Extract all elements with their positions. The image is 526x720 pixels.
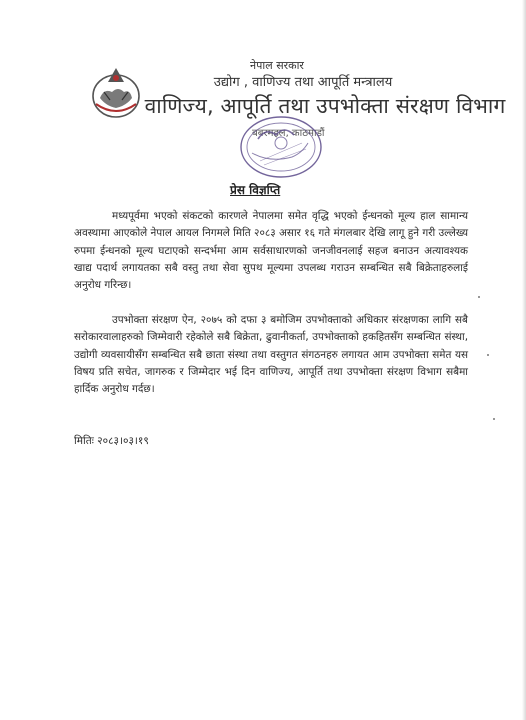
date-line: मितिः २०८३।०३।१९ xyxy=(74,435,149,447)
paragraph-1: मध्यपूर्वमा भएको संकटको कारणले नेपालमा समेत वृद्धि भएको ईन्धनको मूल्य हाल सामान्य अवस्थामा आएकोले नेपाल आयल निगमले मिति २०८३ असार १६ गते मंगलबार देखि लागू हुने गरी उल्लेख्य रुपमा ईन्धनको मूल्य घटाएको सन्दर्भमा आम सर्वसाधारणको जनजीवनलाई सहज बनाउन अत्यावश्यक खाद्य पदार्थ लगायतका सबै वस्तु तथा सेवा सुपथ मूल्यमा उपलब्ध गराउन सम्बन्धित सबै बिक्रेताहरुलाई अनुरोध गरिन्छ। xyxy=(74,210,468,292)
document-title: प्रेस विज्ञप्ति xyxy=(230,183,281,197)
header-government: नेपाल सरकार xyxy=(250,59,304,72)
official-seal-stamp xyxy=(236,113,326,181)
header-ministry: उद्योग , वाणिज्य तथा आपूर्ति मन्त्रालय xyxy=(213,75,393,90)
scan-speck xyxy=(478,296,480,298)
header-department: वाणिज्य, आपूर्ति तथा उपभोक्ता संरक्षण विभाग xyxy=(144,94,506,118)
paragraph-2: उपभोक्ता संरक्षण ऐन, २०७५ को दफा ३ बमोजिम उपभोक्ताको अधिकार संरक्षणका लागि सबै सरोकारवालाहरुको जिम्मेवारी रहेकोले सबै बिक्रेता, ढुवानीकर्ता, उपभोक्ताको हकहितसँग सम्बन्धित संस्था, उद्योगी व्यवसायीसँग सम्बन्धित सबै छाता संस्था तथा वस्तुगत संगठनहरु लगायत आम उपभोक्ता समेत यस विषय प्रति सचेत, जागरुक र जिम्मेदार भई दिन वाणिज्य, आपूर्ति तथा उपभोक्ता संरक्षण विभाग सबैमा हार्दिक अनुरोध गर्दछ। xyxy=(74,314,468,396)
scan-speck xyxy=(493,418,495,420)
scan-speck xyxy=(487,354,489,356)
header-address: बबरमहल, काठमाडौं xyxy=(252,128,325,139)
